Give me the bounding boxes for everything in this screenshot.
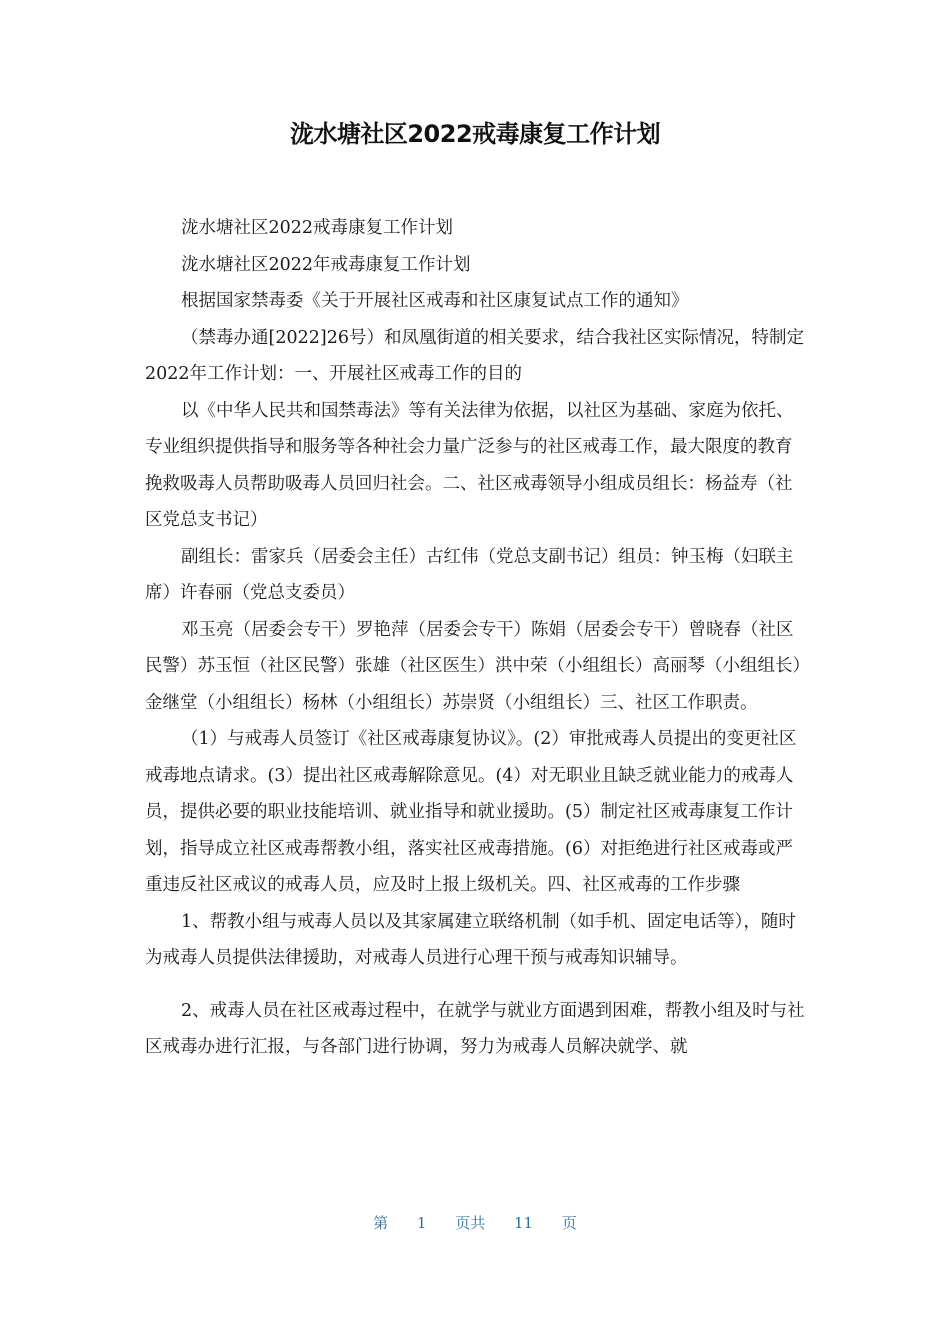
document-title: 泷水塘社区2022戒毒康复工作计划 [289, 120, 661, 148]
paragraph-5: 以《中华人民共和国禁毒法》等有关法律为依据，以社区为基础、家庭为依托、专业组织提供指导和服务等各种社会力量广泛参与的社区戒毒工作，最大限度的教育挽救吸毒人员帮助吸毒人员回归社会。二、社区戒毒领导小组成员组长：杨益寿（社区党总支书记） [145, 400, 794, 530]
footer-mid: 页共 [455, 1214, 486, 1232]
footer-total-pages: 11 [514, 1214, 534, 1232]
document-body [145, 210, 805, 1066]
footer-page-number: 1 [416, 1214, 427, 1232]
paragraph-3: 根据国家禁毒委《关于开展社区戒毒和社区康复试点工作的通知》 [181, 291, 689, 311]
paragraph-9: 1、帮教小组与戒毒人员以及其家属建立联络机制（如手机、固定电话等），随时为戒毒人员提供法律援助，对戒毒人员进行心理干预与戒毒知识辅导。 [145, 911, 796, 968]
paragraph-10: 2、戒毒人员在社区戒毒过程中，在就学与就业方面遇到困难，帮教小组及时与社区戒毒办进行汇报，与各部门进行协调，努力为戒毒人员解决就学、就 [145, 1000, 805, 1057]
paragraph-7: 邓玉亮（居委会专干）罗艳萍（居委会专干）陈娟（居委会专干）曾晓春（社区民警）苏玉恒（社区民警）张雄（社区医生）洪中荣（小组组长）高丽琴（小组组长）金继堂（小组组长）杨林（小组组长）苏崇贤（小组组长）三、社区工作职责。 [145, 619, 802, 713]
footer-prefix: 第 [373, 1214, 389, 1232]
paragraph-1: 泷水塘社区2022戒毒康复工作计划 [181, 218, 454, 238]
paragraph-4: （禁毒办通[2022]26号）和凤凰街道的相关要求，结合我社区实际情况，特制定2022年工作计划：一、开展社区戒毒工作的目的 [145, 327, 804, 384]
paragraph-6: 副组长：雷家兵（居委会主任）古红伟（党总支副书记）组员：钟玉梅（妇联主席）许春丽（党总支委员） [145, 546, 794, 603]
paragraph-8: （1）与戒毒人员签订《社区戒毒康复协议》。(2）审批戒毒人员提出的变更社区戒毒地点请求。(3）提出社区戒毒解除意见。(4）对无职业且缺乏就业能力的戒毒人员，提供必要的职业技能培训、就业指导和就业援助。(5）制定社区戒毒康复工作计划，指导成立社区戒毒帮教小组，落实社区戒毒措施。(6）对拒绝进行社区戒毒或严重违反社区戒议的戒毒人员，应及时上报上级机关。四、社区戒毒的工作步骤 [145, 729, 797, 895]
footer-suffix: 页 [561, 1214, 577, 1232]
page-footer [0, 1212, 950, 1233]
paragraph-2: 泷水塘社区2022年戒毒康复工作计划 [181, 254, 471, 275]
